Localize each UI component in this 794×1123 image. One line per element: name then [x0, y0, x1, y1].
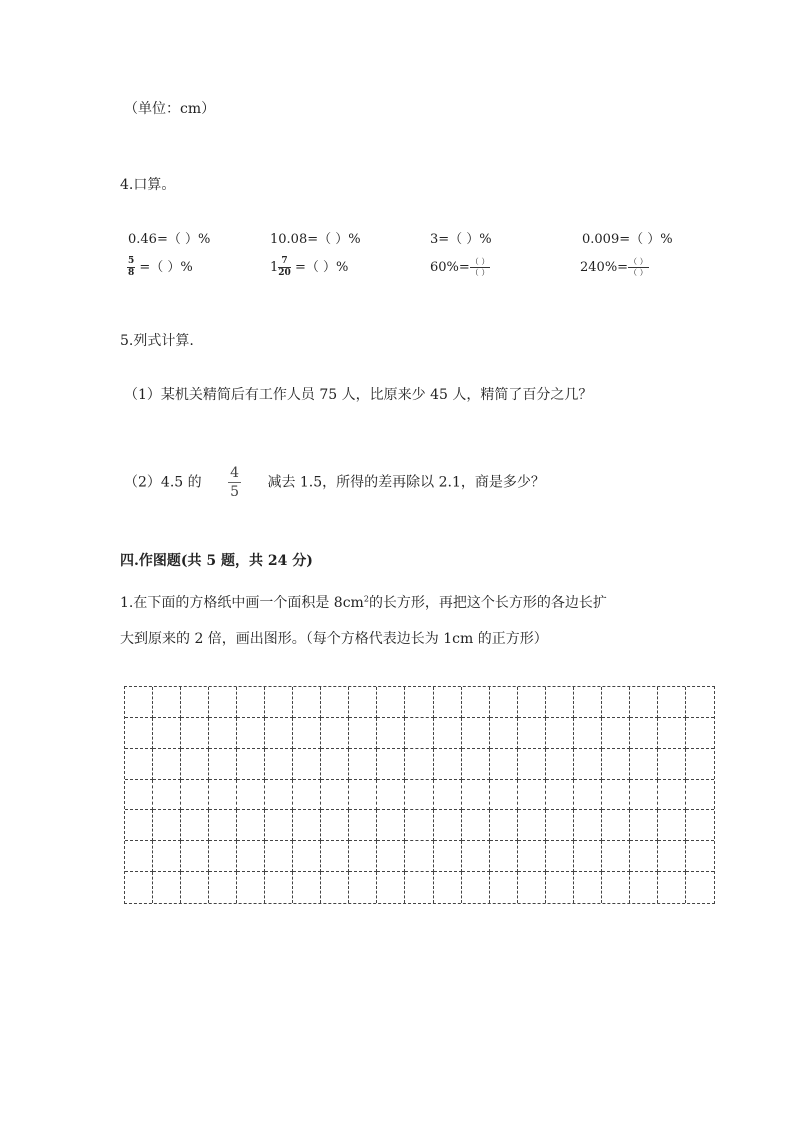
grid-cell[interactable] — [434, 841, 462, 872]
grid-cell[interactable] — [546, 687, 574, 718]
grid-cell[interactable] — [490, 841, 518, 872]
grid-cell[interactable] — [630, 810, 658, 841]
grid-cell[interactable] — [181, 780, 209, 811]
grid-cell[interactable] — [321, 810, 349, 841]
grid-cell[interactable] — [125, 718, 153, 749]
grid-cell[interactable] — [181, 687, 209, 718]
grid-cell[interactable] — [658, 749, 686, 780]
grid-cell[interactable] — [377, 749, 405, 780]
grid-cell[interactable] — [574, 780, 602, 811]
grid-cell[interactable] — [125, 810, 153, 841]
grid-cell[interactable] — [434, 687, 462, 718]
grid-cell[interactable] — [265, 749, 293, 780]
grid-cell[interactable] — [405, 810, 433, 841]
grid-cell[interactable] — [209, 872, 237, 903]
grid-cell[interactable] — [293, 687, 321, 718]
blank-fraction: $\frac{( )}{( )}$ — [629, 257, 648, 277]
grid-cell[interactable] — [153, 810, 181, 841]
grid-cell[interactable] — [518, 780, 546, 811]
grid-cell[interactable] — [377, 718, 405, 749]
grid-cell[interactable] — [658, 718, 686, 749]
grid-cell[interactable] — [602, 872, 630, 903]
grid-cell[interactable] — [658, 872, 686, 903]
grid-cell[interactable] — [686, 749, 714, 780]
section-4-title: 四.作图题(共 5 题，共 24 分) — [120, 553, 313, 569]
grid-cell[interactable] — [293, 780, 321, 811]
grid-cell[interactable] — [490, 749, 518, 780]
grid-cell[interactable] — [658, 780, 686, 811]
grid-cell[interactable] — [490, 718, 518, 749]
grid-cell[interactable] — [462, 810, 490, 841]
grid-cell[interactable] — [546, 810, 574, 841]
grid-cell[interactable] — [630, 718, 658, 749]
grid-cell[interactable] — [237, 718, 265, 749]
grid-cell[interactable] — [349, 687, 377, 718]
grid-cell[interactable] — [518, 718, 546, 749]
grid-cell[interactable] — [293, 718, 321, 749]
grid-cell[interactable] — [181, 718, 209, 749]
grid-cell[interactable] — [125, 687, 153, 718]
fraction-4-5: $\frac{4}{5}$ — [230, 465, 239, 500]
grid-cell[interactable] — [658, 687, 686, 718]
grid-cell[interactable] — [377, 841, 405, 872]
grid-cell[interactable] — [237, 872, 265, 903]
q4-item-2: 10.08=（ ）% — [270, 232, 361, 247]
grid-cell[interactable] — [237, 841, 265, 872]
grid-cell[interactable] — [630, 841, 658, 872]
grid-cell[interactable] — [349, 780, 377, 811]
grid-cell[interactable] — [518, 749, 546, 780]
grid-paper[interactable] — [124, 686, 715, 904]
grid-cell[interactable] — [462, 718, 490, 749]
grid-cell[interactable] — [518, 687, 546, 718]
grid-cell[interactable] — [321, 872, 349, 903]
grid-cell[interactable] — [405, 718, 433, 749]
grid-cell[interactable] — [574, 872, 602, 903]
q4-item-3: 3=（ ）% — [430, 232, 492, 247]
grid-cell[interactable] — [490, 780, 518, 811]
q4-item-7: 60%= $\frac{( )}{( )}$ — [430, 257, 490, 277]
q4-item-8: 240%= $\frac{( )}{( )}$ — [580, 257, 648, 277]
grid-cell[interactable] — [321, 749, 349, 780]
grid-cell[interactable] — [630, 872, 658, 903]
grid-cell[interactable] — [181, 810, 209, 841]
grid-cell[interactable] — [462, 687, 490, 718]
grid-cell[interactable] — [237, 687, 265, 718]
grid-cell[interactable] — [602, 718, 630, 749]
grid-cell[interactable] — [237, 749, 265, 780]
grid-cell[interactable] — [434, 780, 462, 811]
grid-cell[interactable] — [181, 841, 209, 872]
grid-cell[interactable] — [377, 687, 405, 718]
grid-cell[interactable] — [405, 687, 433, 718]
q5-title: 5.列式计算. — [120, 333, 194, 349]
grid-cell[interactable] — [209, 780, 237, 811]
grid-cell[interactable] — [546, 718, 574, 749]
grid-cell[interactable] — [686, 841, 714, 872]
grid-cell[interactable] — [518, 810, 546, 841]
grid-cell[interactable] — [125, 872, 153, 903]
grid-cell[interactable] — [153, 687, 181, 718]
grid-cell[interactable] — [658, 810, 686, 841]
fraction-5-8: $\frac{5}{8}$ — [128, 256, 135, 278]
grid-cell[interactable] — [125, 841, 153, 872]
grid-cell[interactable] — [630, 780, 658, 811]
grid-cell[interactable] — [602, 780, 630, 811]
grid-cell[interactable] — [377, 810, 405, 841]
grid-cell[interactable] — [293, 841, 321, 872]
grid-cell[interactable] — [602, 810, 630, 841]
grid-cell[interactable] — [546, 841, 574, 872]
grid-cell[interactable] — [630, 687, 658, 718]
grid-cell[interactable] — [349, 718, 377, 749]
grid-cell[interactable] — [602, 841, 630, 872]
grid-cell[interactable] — [265, 780, 293, 811]
grid-cell[interactable] — [686, 718, 714, 749]
grid-cell[interactable] — [490, 810, 518, 841]
q4-item-4: 0.009=（ ）% — [582, 232, 673, 247]
grid-cell[interactable] — [237, 780, 265, 811]
grid-cell[interactable] — [434, 749, 462, 780]
grid-cell[interactable] — [265, 841, 293, 872]
grid-cell[interactable] — [237, 810, 265, 841]
grid-cell[interactable] — [658, 841, 686, 872]
grid-cell[interactable] — [434, 872, 462, 903]
grid-cell[interactable] — [686, 687, 714, 718]
grid-cell[interactable] — [462, 841, 490, 872]
grid-cell[interactable] — [518, 872, 546, 903]
q5-problem-1: （1）某机关精简后有工作人员 75 人，比原来少 45 人，精简了百分之几？ — [124, 387, 593, 403]
grid-cell[interactable] — [630, 749, 658, 780]
grid-cell[interactable] — [321, 687, 349, 718]
grid-cell[interactable] — [405, 749, 433, 780]
grid-cell[interactable] — [546, 872, 574, 903]
grid-cell[interactable] — [181, 749, 209, 780]
grid-cell[interactable] — [434, 718, 462, 749]
grid-cell[interactable] — [293, 810, 321, 841]
q4-item-1: 0.46=（ ）% — [128, 232, 211, 247]
grid-cell[interactable] — [405, 780, 433, 811]
grid-cell[interactable] — [125, 780, 153, 811]
q4-item-5: $\frac{5}{8}$ =（ ）% — [128, 256, 193, 278]
grid-cell[interactable] — [153, 718, 181, 749]
grid-cell[interactable] — [602, 687, 630, 718]
grid-cell[interactable] — [125, 749, 153, 780]
grid-cell[interactable] — [602, 749, 630, 780]
grid-cell[interactable] — [181, 872, 209, 903]
grid-cell[interactable] — [321, 780, 349, 811]
grid-cell[interactable] — [209, 841, 237, 872]
grid-cell[interactable] — [321, 841, 349, 872]
grid-cell[interactable] — [153, 749, 181, 780]
grid-cell[interactable] — [462, 872, 490, 903]
grid-cell[interactable] — [490, 872, 518, 903]
grid-cell[interactable] — [153, 872, 181, 903]
blank-fraction: $\frac{( )}{( )}$ — [470, 257, 490, 277]
grid-cell[interactable] — [153, 841, 181, 872]
grid-cell[interactable] — [293, 872, 321, 903]
grid-cell[interactable] — [321, 718, 349, 749]
grid-cell[interactable] — [153, 780, 181, 811]
grid-cell[interactable] — [265, 810, 293, 841]
grid-cell[interactable] — [574, 687, 602, 718]
grid-cell[interactable] — [574, 841, 602, 872]
grid-cell[interactable] — [686, 872, 714, 903]
grid-cell[interactable] — [377, 872, 405, 903]
grid-cell[interactable] — [405, 872, 433, 903]
grid-cell[interactable] — [377, 780, 405, 811]
grid-cell[interactable] — [349, 841, 377, 872]
grid-cell[interactable] — [349, 810, 377, 841]
grid-cell[interactable] — [574, 810, 602, 841]
grid-cell[interactable] — [686, 780, 714, 811]
grid-cell[interactable] — [490, 687, 518, 718]
grid-cell[interactable] — [265, 872, 293, 903]
unit-note: （单位：cm） — [124, 101, 216, 117]
grid-cell[interactable] — [462, 780, 490, 811]
grid-cell[interactable] — [349, 872, 377, 903]
grid-cell[interactable] — [293, 749, 321, 780]
q4-title: 4.口算。 — [120, 177, 176, 193]
grid-cell[interactable] — [265, 687, 293, 718]
grid-cell[interactable] — [462, 749, 490, 780]
grid-cell[interactable] — [209, 749, 237, 780]
grid-cell[interactable] — [518, 841, 546, 872]
drawing-q1-line2: 大到原来的 2 倍，画出图形。（每个方格代表边长为 1cm 的正方形） — [120, 631, 548, 647]
fraction-7-20: $\frac{7}{20}$ — [278, 256, 291, 278]
q5-problem-2: （2）4.5 的 $\frac{4}{5}$ 减去 1.5，所得的差再除以 2.1，商是多少？ — [124, 465, 545, 500]
grid-cell[interactable] — [265, 718, 293, 749]
grid-cell[interactable] — [209, 810, 237, 841]
grid-cell[interactable] — [209, 687, 237, 718]
grid-cell[interactable] — [349, 749, 377, 780]
drawing-q1-line1: 1.在下面的方格纸中画一个面积是 $8cm^2$的长方形，再把这个长方形的各边长扩 — [120, 594, 607, 611]
q4-item-6: 1 $\frac{7}{20}$ =（ ）% — [270, 256, 349, 278]
grid-cell[interactable] — [546, 780, 574, 811]
grid-cell[interactable] — [405, 841, 433, 872]
grid-cell[interactable] — [686, 810, 714, 841]
grid-cell[interactable] — [574, 749, 602, 780]
grid-cell[interactable] — [574, 718, 602, 749]
grid-cell[interactable] — [546, 749, 574, 780]
grid-cell[interactable] — [209, 718, 237, 749]
grid-cell[interactable] — [434, 810, 462, 841]
